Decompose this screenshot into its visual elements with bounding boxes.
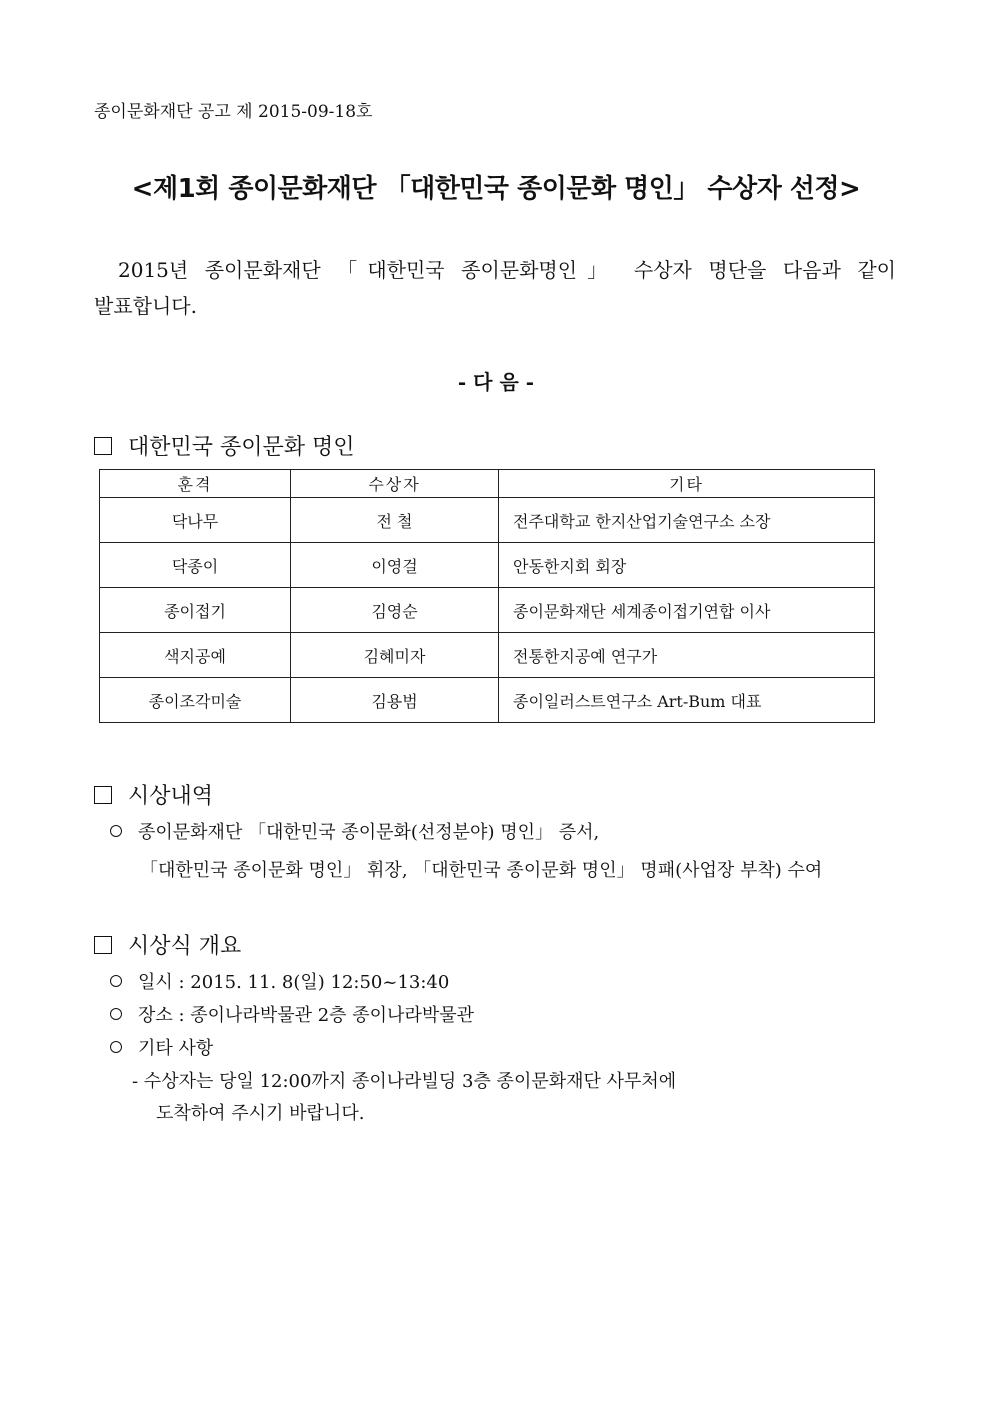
recipient-cell: 김용범 [291, 678, 499, 723]
section2-heading-row [94, 779, 213, 810]
award-title-cell: 닥종이 [100, 543, 291, 588]
section2-heading: 시상내역 [128, 784, 214, 809]
table-row [100, 498, 875, 543]
square-bullet-icon [94, 786, 112, 804]
recipient-cell: 김영순 [291, 588, 499, 633]
recipient-cell: 이영걸 [291, 543, 499, 588]
award-title-cell: 종이접기 [100, 588, 291, 633]
note-cell: 전주대학교 한지산업기술연구소 소장 [499, 498, 875, 543]
awards-table [99, 469, 875, 723]
ceremony-datetime [110, 968, 449, 994]
table-row [100, 588, 875, 633]
awards-content-line-2: 「대한민국 종이문화 명인」 휘장, 「대한민국 종이문화 명인」 명패(사업장 부착) 수여 [140, 860, 823, 881]
award-title-cell: 색지공예 [100, 633, 291, 678]
section1-heading-row [94, 430, 355, 461]
ceremony-note-line-2: 도착하여 주시기 바랍니다. [156, 1103, 365, 1124]
circle-bullet-icon [110, 1041, 122, 1053]
square-bullet-icon [94, 437, 112, 455]
award-title-cell: 종이조각미술 [100, 678, 291, 723]
recipient-cell: 김혜미자 [291, 633, 499, 678]
section1-heading: 대한민국 종이문화 명인 [128, 435, 355, 460]
award-title-cell: 닥나무 [100, 498, 291, 543]
center-heading: - 다 음 - [457, 370, 535, 394]
intro-line-2: 발표합니다. [94, 294, 197, 318]
column-header: 수상자 [291, 470, 499, 498]
document-title: <제1회 종이문화재단 「대한민국 종이문화 명인」 수상자 선정> [131, 174, 861, 204]
circle-bullet-icon [110, 975, 122, 987]
recipient-cell: 전 철 [291, 498, 499, 543]
circle-bullet-icon [110, 1008, 122, 1020]
awards-content-text-1: 종이문화재단 「대한민국 종이문화(선정분야) 명인」 증서, [138, 822, 600, 843]
note-cell: 종이일러스트연구소 Art-Bum 대표 [499, 678, 875, 723]
square-bullet-icon [94, 936, 112, 954]
section3-heading: 시상식 개요 [128, 934, 242, 959]
column-header: 기타 [499, 470, 875, 498]
awards-content-line-1 [110, 818, 599, 844]
ceremony-other-text: 기타 사항 [138, 1038, 214, 1059]
notice-number: 종이문화재단 공고 제 2015-09-18호 [94, 102, 373, 122]
note-cell: 전통한지공예 연구가 [499, 633, 875, 678]
ceremony-location-text: 장소 : 종이나라박물관 2층 종이나라박물관 [138, 1005, 474, 1026]
intro-paragraph [94, 252, 896, 324]
ceremony-location [110, 1001, 474, 1027]
note-cell: 종이문화재단 세계종이접기연합 이사 [499, 588, 875, 633]
table-row [100, 633, 875, 678]
column-header: 훈격 [100, 470, 291, 498]
ceremony-other [110, 1034, 213, 1060]
note-cell: 안동한지회 회장 [499, 543, 875, 588]
table-row [100, 678, 875, 723]
circle-bullet-icon [110, 825, 122, 837]
ceremony-datetime-text: 일시 : 2015. 11. 8(일) 12:50~13:40 [138, 972, 450, 993]
table-row [100, 543, 875, 588]
intro-line-1: 2015년 종이문화재단 「대한민국 종이문화명인」 수상자 명단을 다음과 같이 [118, 258, 896, 282]
table-header-row [100, 470, 875, 498]
section3-heading-row [94, 929, 241, 960]
ceremony-note-line-1: - 수상자는 당일 12:00까지 종이나라빌딩 3층 종이문화재단 사무처에 [132, 1071, 677, 1092]
